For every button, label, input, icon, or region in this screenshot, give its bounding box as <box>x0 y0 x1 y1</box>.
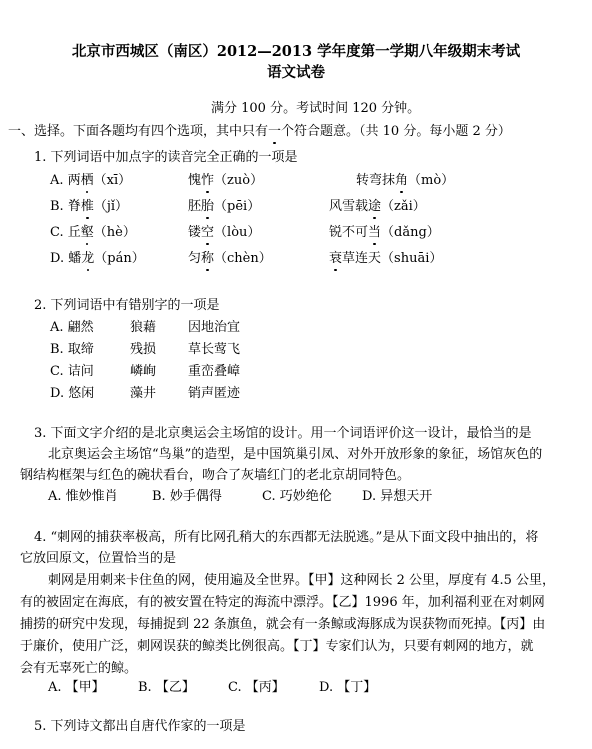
word: 嶙峋 <box>130 364 157 379</box>
section-heading-part1: 一、选择。下面各题均有四个选项，其中只有 <box>8 124 269 139</box>
opt-text: 草连天 <box>342 251 382 266</box>
dotted-char: 角 <box>395 173 409 188</box>
word: 草长莺飞 <box>188 342 241 357</box>
opt-text: 愧 <box>188 173 202 188</box>
pinyin: （pán） <box>94 251 145 266</box>
q1-option-c-part1 <box>50 225 136 241</box>
opt-text: 镂 <box>188 225 202 240</box>
q3-option-d: D. 异想天开 <box>362 489 433 504</box>
word: 重峦叠嶂 <box>188 364 241 379</box>
q1-stem: 1. 下列词语中加点字的读音完全正确的一项是 <box>34 150 298 165</box>
opt-label: D. 悠闲 <box>50 386 95 401</box>
exam-subtitle: 语文试卷 <box>267 64 325 81</box>
opt-text: B. 脊 <box>50 199 81 214</box>
q2-option-b <box>50 342 241 358</box>
q4-option-a: A. 【甲】 <box>48 680 105 695</box>
section-heading <box>8 124 511 140</box>
q1-option-a-part3 <box>356 173 454 189</box>
q1-option-c-part3 <box>329 225 440 241</box>
q4-passage-line: 刺网是用刺来卡住鱼的网，使用遍及全世界。【甲】这种网长 2 公里，厚度有 4.5 公里， <box>48 573 555 588</box>
q3-option-b: B. 妙手偶得 <box>152 489 222 504</box>
dotted-char: 龙 <box>81 251 95 266</box>
q1-option-b-part2 <box>188 199 260 215</box>
q4-stem: 4. “刺网的捕获率极高，所有比网孔稍大的东西都无法脱逃。”是从下面文段中抽出的，将 <box>34 530 539 545</box>
q1-option-b-part1 <box>50 199 128 215</box>
pinyin: （mò） <box>408 173 455 188</box>
opt-text: 匀 <box>188 251 202 266</box>
q4-passage-line: 会有无辜死亡的鲸。 <box>20 661 138 676</box>
dotted-char: 途 <box>368 199 382 214</box>
q4-option-b: B. 【乙】 <box>138 680 195 695</box>
dotted-char: 空 <box>201 225 215 240</box>
pinyin: （zuò） <box>214 173 264 188</box>
q1-option-c-part2 <box>188 225 260 241</box>
pinyin: （chèn） <box>214 251 272 266</box>
opt-label: C. 诘问 <box>50 364 94 379</box>
section-heading-part2: 个符合题意。（共 10 分。每小题 2 分） <box>281 124 511 139</box>
dotted-char: 胎 <box>201 199 215 214</box>
dotted-char: 当 <box>368 225 382 240</box>
score-info: 满分 100 分。考试时间 120 分钟。 <box>211 101 421 116</box>
q1-option-d-part3 <box>329 251 442 267</box>
opt-label: B. 取缔 <box>50 342 94 357</box>
q3-option-a: A. 惟妙惟肖 <box>48 489 118 504</box>
q5-stem: 5. 下列诗文都出自唐代作家的一项是 <box>34 719 246 734</box>
dotted-char: 衰 <box>329 251 343 266</box>
opt-text: 转弯抹 <box>356 173 396 188</box>
dotted-char: 壑 <box>80 225 94 240</box>
q2-stem: 2. 下列词语中有错别字的一项是 <box>34 298 220 313</box>
dotted-char: 称 <box>201 251 215 266</box>
q2-option-d <box>50 386 241 402</box>
q4-passage-line: 有的被固定在海底，有的被安置在特定的海流中漂浮。【乙】1996 年，加利福利亚在对刺网 <box>20 595 545 610</box>
opt-text: C. 丘 <box>50 225 81 240</box>
q4-passage-line: 于廉价，使用广泛，刺网误获的鲸类比例很高。【丁】专家们认为，只要有刺网的地方，就 <box>20 639 534 654</box>
word: 狼藉 <box>130 320 157 335</box>
q3-passage-line: 钢结构框架与红色的碗状看台，吻合了灰墙红门的老北京胡同特色。 <box>20 468 411 483</box>
emphasis-char: 一 <box>268 124 282 139</box>
q3-stem: 3. 下面文字介绍的是北京奥运会主场馆的设计。用一个词语评价这一设计，最恰当的是 <box>34 426 532 441</box>
opt-label: A. 翩然 <box>50 320 94 335</box>
exam-title: 北京市西城区（南区）2012—2013 学年度第一学期八年级期末考试 <box>71 43 521 60</box>
pinyin: （zǎi） <box>381 199 426 214</box>
pinyin: （dǎng） <box>381 225 440 240</box>
q3-passage-line: 北京奥运会主场馆“鸟巢”的造型，是中国筑巢引凤、对外开放形象的象征，场馆灰色的 <box>48 447 543 462</box>
q1-option-a-part2 <box>188 173 263 189</box>
word: 因地治宜 <box>188 320 241 335</box>
opt-text: 风雪载 <box>329 199 369 214</box>
opt-text: D. 蟠 <box>50 251 82 266</box>
q3-option-c: C. 巧妙绝伦 <box>262 489 332 504</box>
pinyin: （pēi） <box>214 199 261 214</box>
opt-text: 胚 <box>188 199 202 214</box>
q2-option-a <box>50 320 241 336</box>
q4-passage-line: 捕捞的研究中发现，每捕捉到 22 条旗鱼，就会有一条鲸或海豚成为误获物而死掉。【丙】由 <box>20 617 546 632</box>
q1-option-b-part3 <box>329 199 426 215</box>
q2-option-c <box>50 364 241 380</box>
word: 残损 <box>130 342 157 357</box>
pinyin: （xī） <box>93 173 132 188</box>
pinyin: （lòu） <box>214 225 261 240</box>
word: 销声匿迹 <box>188 386 241 401</box>
dotted-char: 怍 <box>201 173 215 188</box>
dotted-char: 栖 <box>80 173 94 188</box>
word: 藻井 <box>130 386 157 401</box>
pinyin: （shuāi） <box>381 251 443 266</box>
dotted-char: 椎 <box>80 199 94 214</box>
pinyin: （jǐ） <box>93 199 129 214</box>
opt-text: 锐不可 <box>329 225 369 240</box>
q4-stem: 它放回原文，位置恰当的是 <box>20 551 177 566</box>
q1-option-d-part1 <box>50 251 145 267</box>
q1-option-d-part2 <box>188 251 272 267</box>
q4-option-c: C. 【丙】 <box>228 680 285 695</box>
q4-option-d: D. 【丁】 <box>319 680 377 695</box>
pinyin: （hè） <box>93 225 136 240</box>
opt-text: A. 两 <box>50 173 81 188</box>
q1-option-a-part1 <box>50 173 131 189</box>
